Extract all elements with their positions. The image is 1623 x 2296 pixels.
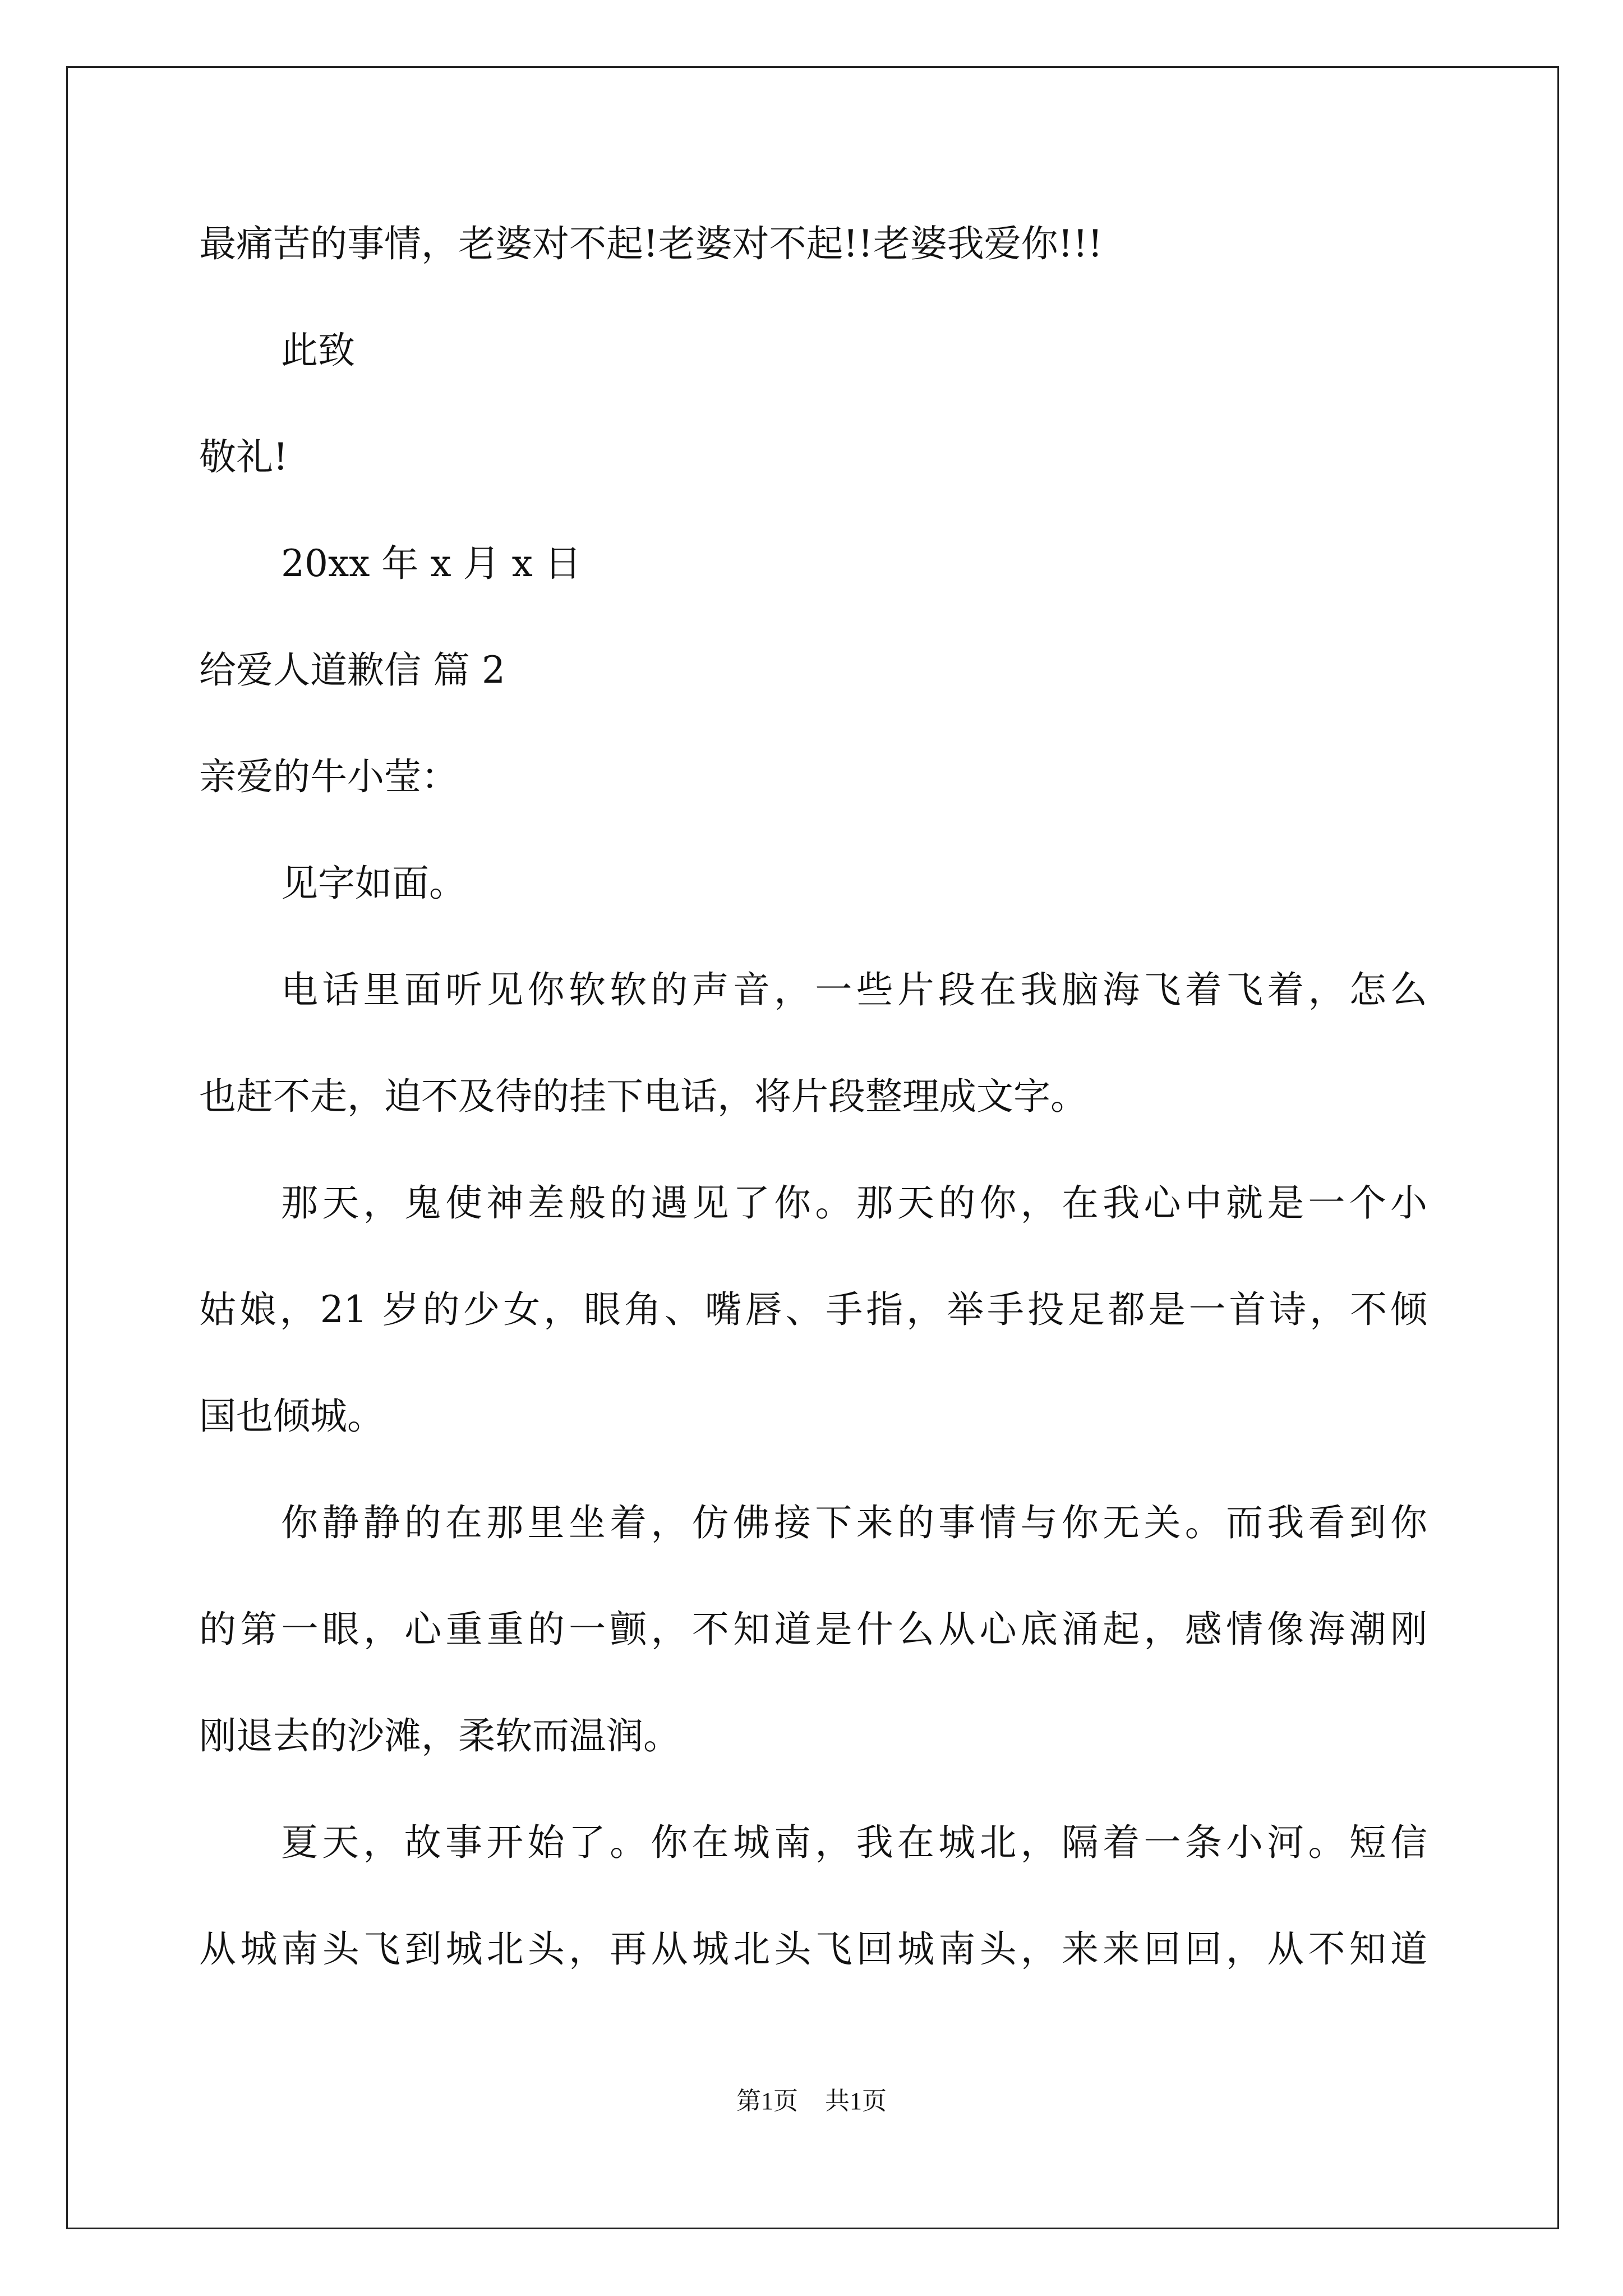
paragraph-line: 也赶不走，迫不及待的挂下电话，将片段整理成文字。 [199,1075,1087,1118]
letter-greeting: 亲爱的牛小莹： [199,755,458,798]
letter-date: 20xx 年 x 月 x 日 [281,542,582,585]
document-body [199,218,1427,2030]
paragraph-line: 你静静的在那里坐着，仿佛接下来的事情与你无关。而我看到你 [281,1501,1427,1544]
paragraph-line: 的第一眼，心重重的一颤，不知道是什么从心底涌起，感情像海潮刚 [199,1608,1427,1651]
closing-salutation: 此致 [281,329,355,372]
section-title: 给爱人道歉信 篇 2 [199,648,505,692]
paragraph-line: 电话里面听见你软软的声音，一些片段在我脑海飞着飞着，怎么 [281,968,1427,1011]
paragraph-line: 刚退去的沙滩，柔软而温润。 [199,1714,680,1757]
closing-respect: 敬礼! [199,435,288,478]
page-footer [0,2085,1623,2118]
paragraph-line: 最痛苦的事情，老婆对不起!老婆对不起!!老婆我爱你!!! [199,222,1103,265]
paragraph-line: 国也倾城。 [199,1395,384,1438]
page-total: 共1页 [825,2087,887,2115]
paragraph-line: 从城南头飞到城北头，再从城北头飞回城南头，来来回回，从不知道 [199,1927,1427,1971]
paragraph-line: 姑娘，21 岁的少女，眼角、嘴唇、手指，举手投足都是一首诗，不倾 [199,1288,1427,1331]
paragraph-line: 夏天，故事开始了。你在城南，我在城北，隔着一条小河。短信 [281,1821,1427,1864]
paragraph-line: 见字如面。 [281,862,466,905]
paragraph-line: 那天，鬼使神差般的遇见了你。那天的你，在我心中就是一个小 [281,1181,1427,1225]
page-number: 第1页 [736,2087,798,2115]
